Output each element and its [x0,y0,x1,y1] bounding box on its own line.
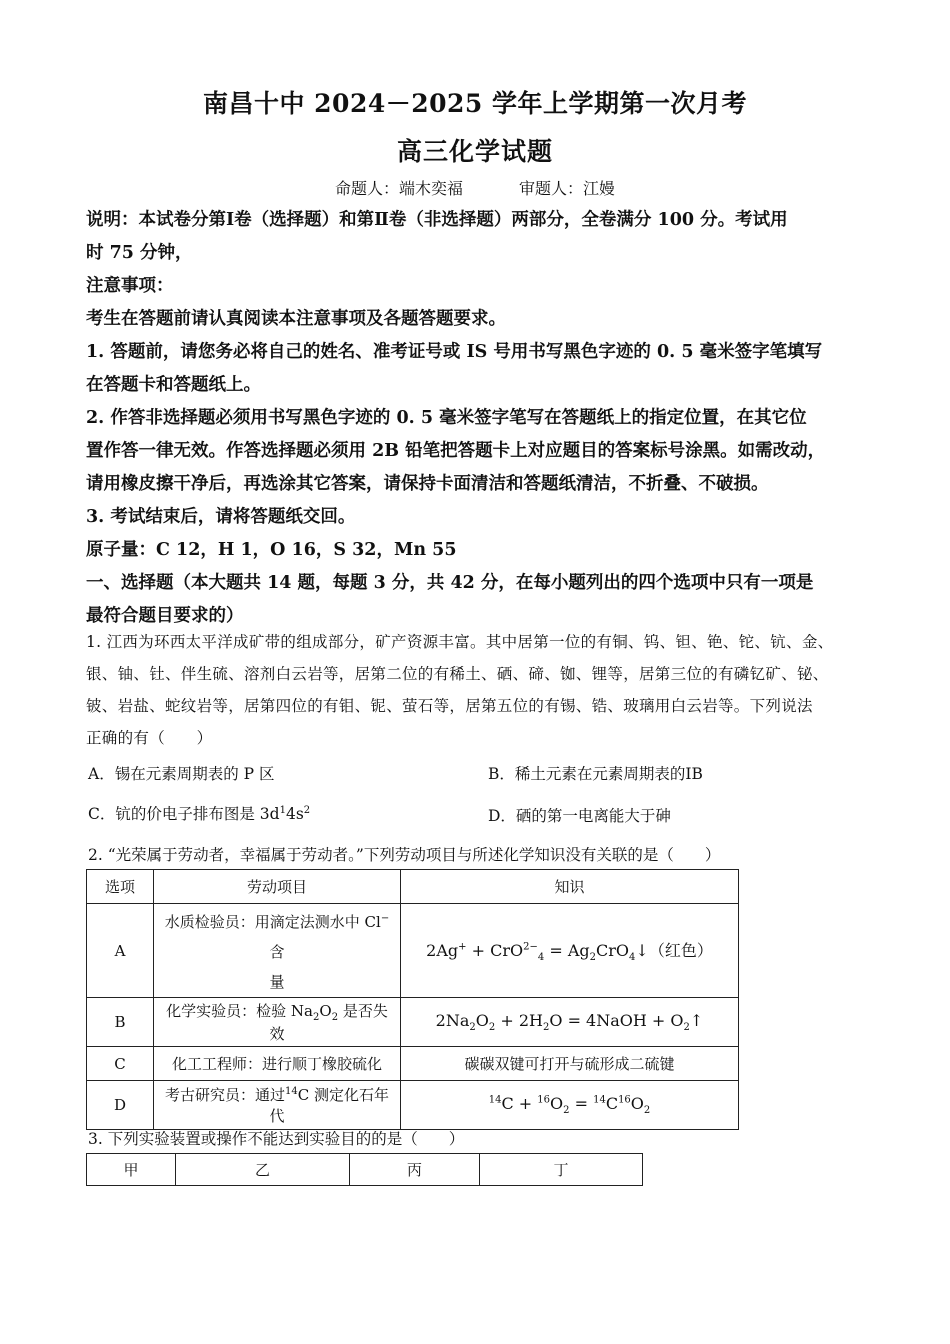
row-option: B [87,998,154,1047]
question-3-table [86,1153,643,1186]
question-1 [86,626,886,754]
row-knowledge: 碳碳双键可打开与硫形成二硫键 [401,1047,739,1081]
notice-lead: 考生在答题前请认真阅读本注意事项及各题答题要求。 [86,309,506,329]
row-task: 水质检验员：用滴定法测水中 Cl− 含 量 [154,904,401,998]
row-task: 化工工程师：进行顺丁橡胶硫化 [154,1047,401,1081]
row-option: A [87,904,154,998]
section-heading: 最符合题目要求的） [86,606,244,626]
question-text: 正确的有（ ） [86,729,213,747]
author: 命题人：端木奕福 [334,179,463,198]
reviewer: 审题人：江嫚 [519,179,616,198]
row-task: 化学实验员：检验 $Na_2O_2$ 是否失效 [154,998,401,1047]
table-header: 丁 [480,1154,643,1186]
instructions-line: 说明：本试卷分第Ⅰ卷（选择题）和第Ⅱ卷（非选择题）两部分，全卷满分 100 分。考试用 [86,210,788,230]
row-option: D [87,1081,154,1130]
table-header: 劳动项目 [154,870,401,904]
notice-item: 置作答一律无效。作答选择题必须用 2B 铅笔把答题卡上对应题目的答案标号涂黑。如需改动， [86,441,826,461]
question-3-stem: 3. 下列实验装置或操作不能达到实验目的的是（ ） [88,1130,465,1148]
author-line [0,176,950,199]
row-knowledge: $2Na_2O_2 + 2H_2O$ = 4NaOH + $O_2↑$ [401,998,739,1047]
instructions [86,204,870,633]
instructions-line: 时 75 分钟， [86,243,193,263]
table-header: 丙 [350,1154,480,1186]
row-option: C [87,1047,154,1081]
table-row [87,904,739,998]
option-c: C．钪的价电子排布图是 $3d^14s^2$ [88,804,311,823]
section-heading: 一、选择题（本大题共 14 题，每题 3 分，共 42 分，在每小题列出的四个选项中只有一项是 [86,573,814,593]
atomic-mass: 原子量：C 12，H 1，O 16，S 32，Mn 55 [86,540,457,560]
table-header: 选项 [87,870,154,904]
notice-item: 2. 作答非选择题必须用书写黑色字迹的 0. 5 毫米签字笔写在答题纸上的指定位置，在其它位 [86,408,807,428]
table-header-row [87,870,739,904]
question-2-stem: 2. “光荣属于劳动者，幸福属于劳动者。”下列劳动项目与所述化学知识没有关联的是（ ） [88,846,721,864]
exam-title: 南昌十中 2024－2025 学年上学期第一次月考 [202,89,748,118]
exam-subtitle: 高三化学试题 [396,137,553,166]
notice-item: 在答题卡和答题纸上。 [86,375,261,395]
table-header: 乙 [176,1154,350,1186]
option-b: B．稀土元素在元素周期表的ⅠB [488,765,703,783]
notice-title: 注意事项： [86,276,174,296]
row-knowledge: $2Ag^+ + CrO^{2-}_4 = Ag_2CrO_4↓$（红色） [401,904,739,998]
row-knowledge: $^{14}C + ^{16}O_2 = ^{14}C^{16}O_2$ [401,1081,739,1130]
table-row [87,998,739,1047]
question-text: 1. 江西为环西太平洋成矿带的组成部分，矿产资源丰富。其中居第一位的有铜、钨、钽、铯、铊、钪、金、 [86,633,834,651]
table-header: 知识 [401,870,739,904]
question-text: 银、铀、钍、伴生硫、溶剂白云岩等，居第二位的有稀土、硒、碲、铷、锂等，居第三位的有磷钇矿、铋、 [86,665,829,683]
notice-item: 1. 答题前，请您务必将自己的姓名、准考证号或 IS 号用书写黑色字迹的 0. 5 毫米签字笔填写 [86,342,823,362]
question-text: 铍、岩盐、蛇纹岩等，居第四位的有钼、铌、萤石等，居第五位的有锡、锆、玻璃用白云岩等。下列说法 [86,697,813,715]
table-header-row [87,1154,643,1186]
table-row [87,1081,739,1130]
notice-item: 请用橡皮擦干净后，再选涂其它答案，请保持卡面清洁和答题纸清洁，不折叠、不破损。 [86,474,769,494]
table-row [87,1047,739,1081]
row-task: 考古研究员：通过$^{14}$C 测定化石年代 [154,1081,401,1130]
table-header: 甲 [87,1154,176,1186]
question-2-table [86,869,739,1130]
option-d: D．硒的第一电离能大于砷 [488,807,671,825]
notice-item: 3. 考试结束后，请将答题纸交回。 [86,507,356,527]
option-a: A．锡在元素周期表的 P 区 [88,765,275,783]
